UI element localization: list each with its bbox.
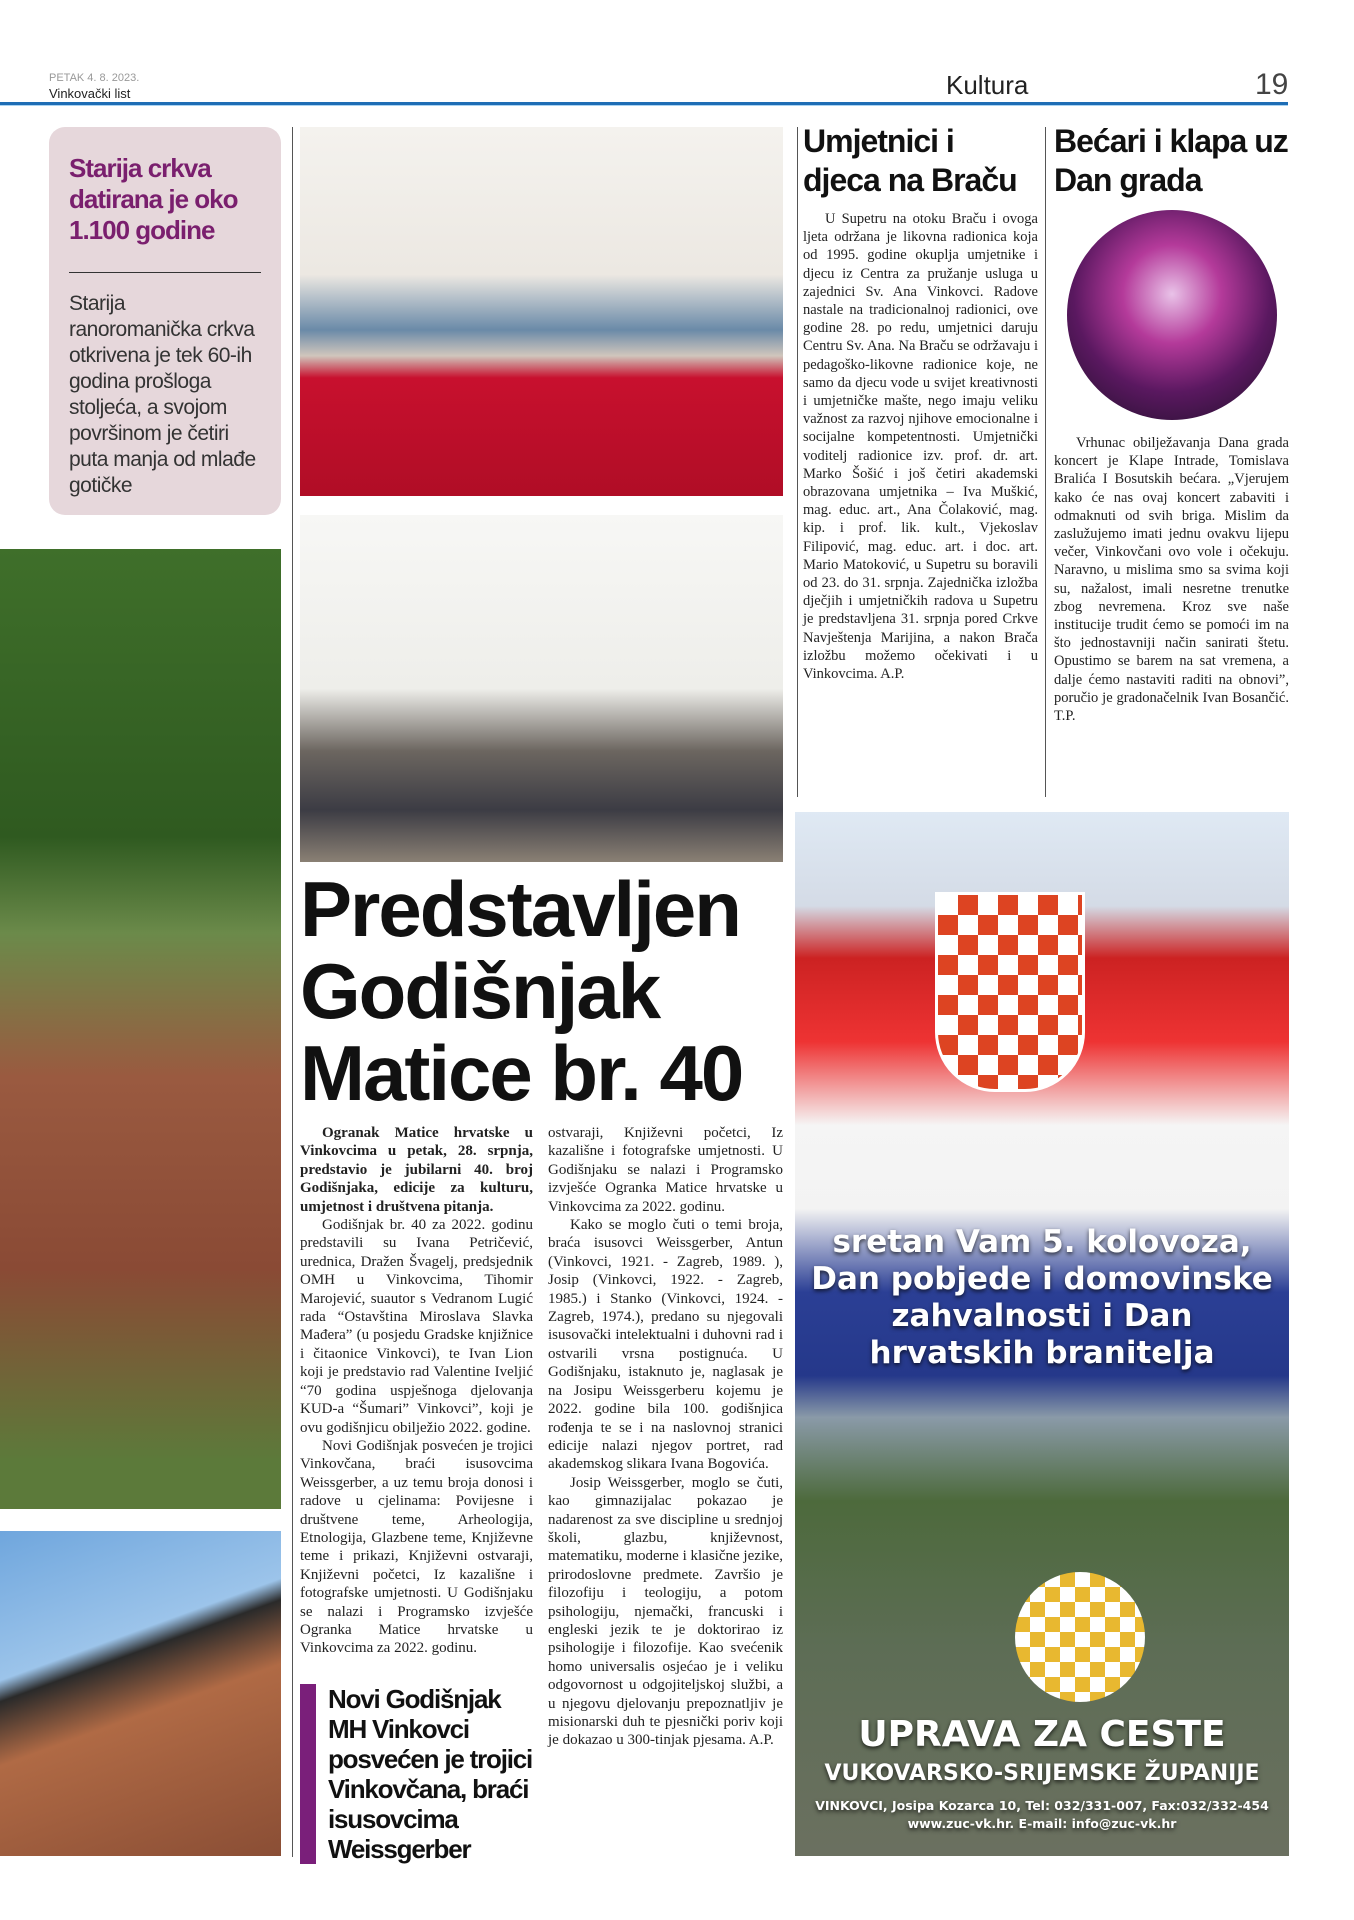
sidebar-divider [69, 272, 261, 273]
article-paragraph: Josip Weissgerber, moglo se čuti, kao gimnazijalac pokazao je nadarenost za sve discipline u srednjoj školi, glazbu, književnost, matematiku, moderne i klasične jezike, prirodoslovne predmete. Završio je filozofiju i teologiju, a potom psihologiju, njemački, francuski i engleski jezik te je doktorirao iz psihologije i filozofije. Kao svećenik homo universalis osjećao je i veliku odgovornost u odgojiteljskoj službi, a u njegovu djelovanju prepoznatljiv je misionarski duh te pjesnički poriv koji je dokazao u 300-tinjak pjesama. A.P. [548, 1474, 783, 1749]
sidebar-text: Starija ranoromanička crkva otkrivena je tek 60-ih godina prošloga stoljeća, a svojom površinom je četiri puta manja od mlađe gotičke [69, 292, 256, 497]
article-paragraph: Novi Godišnjak posvećen je trojici Vinkovčana, braći isusovcima Weissgerber, a uz temu broja donosi i radove u cjelinama: Povijesne i društvene teme, Arheologija, Etnologija, Glazbene teme, Književne teme i prikazi, Književni ostvaraji, Književni početci, Iz kazališne i fotografske umjetnosti. U Godišnjaku se nalazi i Programsko izvješće Ogranka Matice hrvatske u Vinkovcima za 2022. godinu. [300, 1437, 533, 1657]
sidebar-box [49, 127, 281, 515]
ad-address: VINKOVCI, Josipa Kozarca 10, Tel: 032/331-007, Fax:032/332-454 [815, 1798, 1269, 1813]
paper-name: Vinkovački list [49, 86, 131, 101]
column-divider [797, 127, 798, 797]
brac-title: Umjetnici i djeca na Braču [803, 123, 1017, 198]
page-number: 19 [1255, 68, 1289, 101]
becari-article [1054, 434, 1289, 725]
brac-text: U Supetru na otoku Braču i ovoga ljeta održana je likovna radionica koja od 1995. godine okuplja umjetnike i djecu iz Centra za pružanje usluga u zajednici Sv. Ana Vinkovci. Radove nastale na tradicionalnoj radionici, ove godine 28. po redu, umjetnici daruju Centru Sv. Ana. Na Braču se održavaju i pedagoško-likovne radionice koje, ne samo da djecu vode u svijet kreativnosti i umjetničke mašte, nego imaju veliku važnost za razvoj njihove emocionalne i socijalne kompetentnosti. Umjetnički voditelj radionice izv. prof. dr. art. Marko Šošić i još četiri akademski obrazovana umjetnika – Iva Muškić, mag. educ. art., Ana Čolaković, mag. kip. i prof. lik. kult., Vjekoslav Filipović, mag. educ. art. i doc. art. Mario Matoković, u Supetru su boravili od 23. do 31. srpnja. Zajednička izložba dječjih i umjetničkih radova u Supetru je predstavljena 31. srpnja pored Crkve Navještenja Marijina, a nakon Brača izložbu možemo očekivati i u Vinkovcima. A.P. [803, 211, 1038, 683]
ad-org-county: VUKOVARSKO-SRIJEMSKE ŽUPANIJE [824, 1761, 1260, 1786]
brac-article [803, 210, 1038, 683]
becari-text: Vrhunac obilježavanja Dana grada koncert je Klape Intrade, Tomislava Bralića I Bosutskih bećara. „Vjerujem kako će nas ovaj koncert zabaviti i odmaknuti od svih briga. Mislim da zaslužujemo imati jednu ovakvu lijepu večer, Vinkovčani ovo vole i očekuju. Naravno, u mislima smo sa svima koji su, nažalost, imali nesretne trenutke zbog nevremena. Kroz sve naše institucije trudit ćemo se pomoći im na što jednostavniji način sanirati štetu. Opustimo se barem na sat vremena, a dalje ćemo nastaviti raditi na obnovi”, poručio je gradonačelnik Ivan Bosančić. T.P. [1054, 435, 1289, 725]
issue-date: PETAK 4. 8. 2023. [49, 72, 140, 84]
brac-story [803, 122, 1038, 683]
ad-org-name: UPRAVA ZA CESTE [858, 1714, 1226, 1755]
presentation-panel-photo [300, 127, 783, 496]
church-roof-photo [0, 1531, 281, 1856]
advertisement [795, 812, 1289, 1856]
article-column-2 [548, 1124, 783, 1750]
column-divider [292, 127, 293, 1857]
article-paragraph-continued: ostvaraji, Književni početci, Iz kazališne i fotografske umjetnosti. U Godišnjaku se nalazi i Programsko izvješće Ogranka Matice hrvatske u Vinkovcima za 2022. godinu. [548, 1125, 783, 1215]
article-column-1 [300, 1124, 533, 1657]
section-title: Kultura [946, 70, 1029, 100]
article-headline: Predstavljen Godišnjak Matice br. 40 [300, 865, 743, 1117]
becari-title: Bećari i klapa uz Dan grada [1054, 123, 1288, 198]
header-rule [0, 102, 1288, 106]
coat-of-arms-icon [935, 892, 1085, 1092]
ad-greeting: sretan Vam 5. kolovoza, Dan pobjede i domovinske zahvalnosti i Dan hrvatskih branitelja [811, 1224, 1273, 1371]
column-divider [1045, 127, 1046, 797]
becari-story [1054, 122, 1289, 725]
article-lead: Ogranak Matice hrvatske u Vinkovcima u petak, 28. srpnja, predstavio je jubilarni 40. broj Godišnjaka, edicije za kulturu, umjetnost i društvena pitanja. [300, 1125, 533, 1215]
ad-contact: www.zuc-vk.hr. E-mail: info@zuc-vk.hr [907, 1816, 1177, 1831]
roundabout-emblem-icon [1015, 1572, 1145, 1702]
church-wall-photo [0, 549, 281, 1509]
audience-photo [300, 515, 783, 862]
sidebar-title: Starija crkva datirana je oko 1.100 godine [69, 153, 238, 245]
pull-quote: Novi Godišnjak MH Vinkovci posvećen je trojici Vinkovčana, braći isusovcima Weissgerber [300, 1684, 540, 1864]
article-paragraph: Kako se moglo čuti o temi broja, braća isusovci Weissgerber, Antun (Vinkovci, 1921. - Zagreb, 1989. ), Josip (Vinkovci, 1922. - Zagreb, 1985.) i Stanko (Vinkovci, 1924. - Zagreb, 1974.), predano su njegovali isusovački intelektualni i duhovni rad i ostvarili vrsna postignuća. U Godišnjaku, istaknuto je, naglasak je na Josipu Weissgerberu kojemu je 2022. godine bila 100. godišnjica rođenja te se i na naslovnoj stranici edicije nalazi njegov portret, rad akademskog slikara Ivana Bogovića. [548, 1217, 783, 1473]
article-paragraph: Godišnjak br. 40 za 2022. godinu predstavili su Ivana Petričević, urednica, Dražen Švagelj, predsjednik OMH u Vinkovcima, Tihomir Marojević, suautor s Vedranom Lugić rada “Ostavština Miroslava Slavka Mađera” (u posjedu Gradske knjižnice i čitaonice Vinkovci), te Ivan Lion koji je predstavio rad Valentine Iveljić “70 godina uspješnoga djelovanja KUD-a “Šumari” Vinkovci”, koji je ovu godišnjicu obilježio 2022. godine. [300, 1217, 533, 1436]
concert-photo [1067, 210, 1277, 420]
